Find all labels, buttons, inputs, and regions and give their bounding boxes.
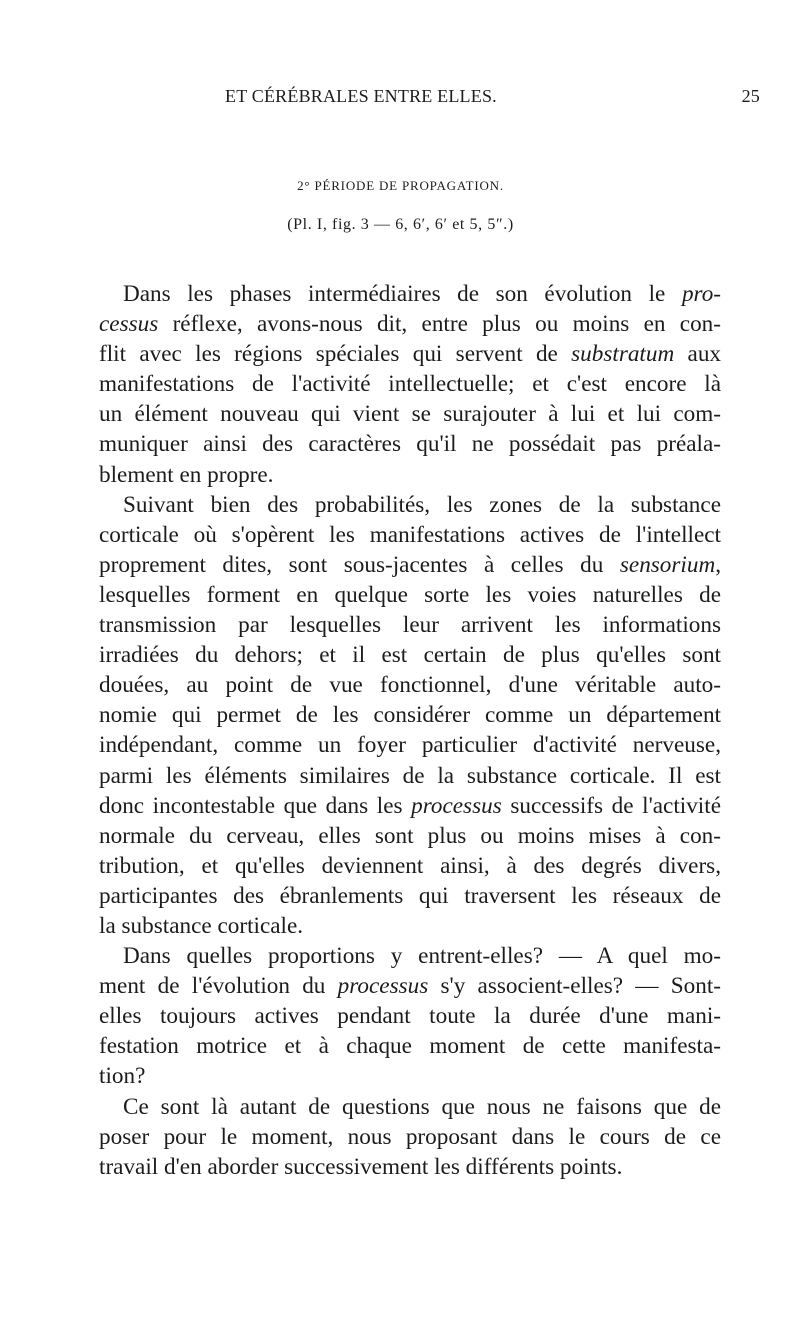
text-line: travail d'en aborder successivement les différents points.	[99, 1153, 623, 1180]
text-line: blement en propre.	[99, 461, 274, 488]
text-line: participantes des ébranlements qui traversent les réseaux de	[99, 882, 721, 909]
figure-reference: (Pl. I, fig. 3 — 6, 6′, 6′ et 5, 5″.)	[287, 216, 514, 233]
body-text	[99, 279, 721, 1182]
text-line: donc incontestable que dans les processus successifs de l'activité	[99, 792, 721, 819]
italic-term: processus	[411, 792, 502, 819]
text-line: normale du cerveau, elles sont plus ou moins mises à con-	[99, 822, 721, 849]
text-line: douées, au point de vue fonctionnel, d'une véritable auto-	[99, 672, 721, 699]
text-line: manifestations de l'activité intellectuelle; et c'est encore là	[99, 371, 721, 398]
text-line: irradiées du dehors; et il est certain de plus qu'elles sont	[99, 642, 721, 669]
running-head	[225, 86, 760, 114]
text-line: cessus réflexe, avons-nous dit, entre plus ou moins en con-	[99, 311, 722, 338]
section-heading: 2° PÉRIODE DE PROPAGATION.	[297, 178, 504, 193]
text-line: nomie qui permet de les considérer comme un département	[99, 702, 721, 729]
text-line: Ce sont là autant de questions que nous ne faisons que de	[123, 1093, 721, 1120]
text-line: poser pour le moment, nous proposant dans le cours de ce	[99, 1123, 721, 1150]
text-line: un élément nouveau qui vient se surajouter à lui et lui com-	[99, 401, 721, 428]
italic-term: sensorium	[619, 551, 716, 578]
text-line: proprement dites, sont sous-jacentes à celles du sensorium,	[99, 551, 722, 578]
text-line: muniquer ainsi des caractères qu'il ne possédait pas préala-	[99, 431, 721, 458]
running-title: ET CÉRÉBRALES ENTRE ELLES.	[225, 86, 497, 106]
text-line: indépendant, comme un foyer particulier d'activité nerveuse,	[99, 732, 721, 759]
text-line: Dans quelles proportions y entrent-elles? — A quel mo-	[123, 943, 721, 970]
text-line: Suivant bien des probabilités, les zones de la substance	[123, 491, 721, 518]
text-line: lesquelles forment en quelque sorte les voies naturelles de	[99, 581, 721, 608]
page-number: 25	[741, 86, 760, 106]
italic-term: cessus	[99, 311, 159, 338]
italic-term: substratum	[571, 341, 675, 368]
text-line: ment de l'évolution du processus s'y associent-elles? — Sont-	[99, 973, 721, 1000]
text-line: festation motrice et à chaque moment de cette manifesta-	[99, 1033, 721, 1060]
text-line: elles toujours actives pendant toute la durée d'une mani-	[99, 1003, 721, 1030]
text-line: la substance corticale.	[99, 912, 304, 939]
text-line: transmission par lesquelles leur arrivent les informations	[99, 612, 721, 639]
text-line: Dans les phases intermédiaires de son évolution le pro-	[123, 281, 722, 307]
italic-term: pro-	[681, 281, 722, 307]
text-line: tion?	[99, 1063, 146, 1090]
text-line: tribution, et qu'elles deviennent ainsi, à des degrés divers,	[99, 852, 721, 879]
text-line: flit avec les régions spéciales qui servent de substratum aux	[99, 341, 722, 368]
text-line: parmi les éléments similaires de la substance corticale. Il est	[99, 762, 721, 789]
text-line: corticale où s'opèrent les manifestations actives de l'intellect	[99, 521, 721, 548]
italic-term: processus	[337, 973, 429, 1000]
